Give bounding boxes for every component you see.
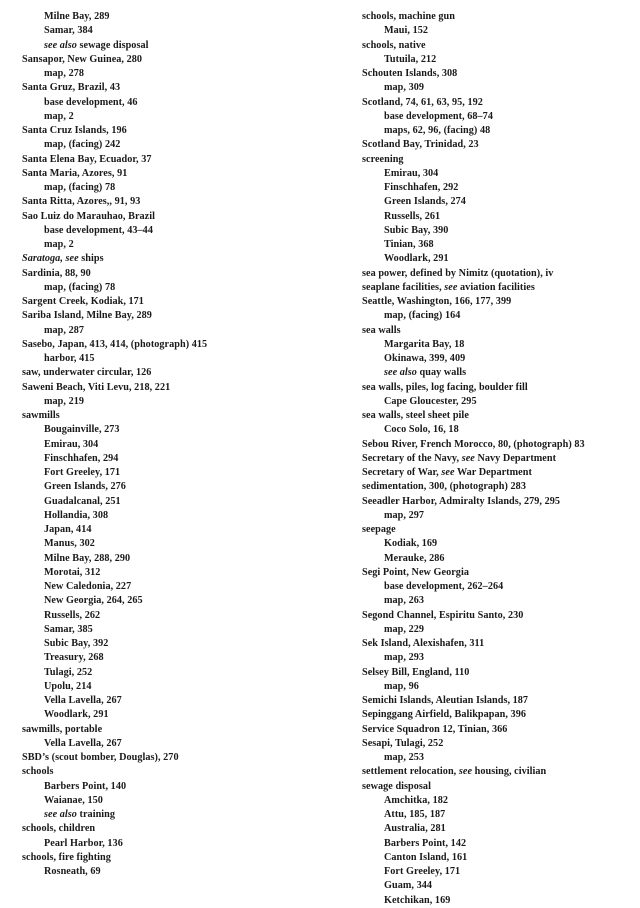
entry-text: map, 309 bbox=[384, 82, 425, 94]
entry-text: Upolu, 214 bbox=[44, 680, 92, 692]
index-subentry bbox=[22, 24, 322, 38]
entry-text: Tinian, 368 bbox=[384, 239, 434, 250]
entry-text: Secretary of the Navy, bbox=[362, 452, 462, 464]
index-subentry bbox=[362, 181, 640, 195]
entry-text: Pearl Harbor, 136 bbox=[44, 837, 123, 849]
entry-text: base development, 68–74 bbox=[384, 110, 493, 122]
index-subentry bbox=[22, 566, 322, 580]
entry-text: Vella Lavella, 267 bbox=[44, 695, 122, 706]
index-subentry bbox=[362, 537, 640, 551]
entry-text: sawmills bbox=[22, 410, 60, 421]
index-subentry bbox=[22, 352, 322, 366]
index-heading bbox=[362, 466, 640, 480]
index-subentry bbox=[22, 281, 322, 295]
index-subentry bbox=[362, 680, 640, 694]
entry-text: schools, native bbox=[362, 39, 426, 51]
entry-text: map, 253 bbox=[384, 752, 425, 763]
entry-text: Okinawa, 399, 409 bbox=[384, 353, 466, 364]
index-subentry bbox=[22, 580, 322, 594]
entry-text: maps, 62, 96, (facing) 48 bbox=[384, 125, 491, 136]
entry-text: Attu, 185, 187 bbox=[384, 809, 446, 820]
entry-text: Seattle, Washington, 166, 177, 399 bbox=[362, 296, 512, 307]
index-subentry bbox=[362, 822, 640, 836]
entry-text: map, (facing) 78 bbox=[44, 281, 116, 293]
index-heading bbox=[22, 751, 322, 765]
entry-text: map, 278 bbox=[44, 68, 85, 79]
entry-text: Scotland, 74, 61, 63, 95, 192 bbox=[362, 96, 483, 108]
index-heading bbox=[22, 723, 322, 737]
index-subentry bbox=[362, 124, 640, 138]
index-subentry bbox=[22, 537, 322, 551]
index-subentry bbox=[362, 651, 640, 665]
entry-text: Margarita Bay, 18 bbox=[384, 338, 465, 350]
index-subentry bbox=[22, 523, 322, 537]
index-subentry bbox=[362, 509, 640, 523]
index-heading bbox=[22, 851, 322, 865]
entry-text: Guadalcanal, 251 bbox=[44, 495, 121, 507]
entry-text: Segond Channel, Espiritu Santo, 230 bbox=[362, 609, 524, 621]
entry-text: Santa Gruz, Brazil, 43 bbox=[22, 82, 121, 94]
entry-text: Fort Greeley, 171 bbox=[384, 866, 461, 877]
index-heading bbox=[22, 822, 322, 836]
index-heading bbox=[22, 295, 322, 309]
index-heading bbox=[362, 780, 640, 794]
entry-text: Sariba Island, Milne Bay, 289 bbox=[22, 310, 152, 322]
index-subentry bbox=[22, 651, 322, 665]
index-subentry bbox=[22, 552, 322, 566]
entry-text: sea walls, piles, log facing, boulder fill bbox=[362, 381, 528, 393]
entry-text: Morotai, 312 bbox=[44, 566, 101, 578]
entry-text: map, 287 bbox=[44, 324, 85, 336]
index-subentry bbox=[22, 495, 322, 509]
entry-text: Canton Island, 161 bbox=[384, 851, 468, 863]
entry-text: Woodlark, 291 bbox=[384, 253, 449, 265]
entry-text: Guam, 344 bbox=[384, 880, 432, 892]
index-heading bbox=[22, 195, 322, 209]
index-heading bbox=[362, 609, 640, 623]
entry-text: Service Squadron 12, Tinian, 366 bbox=[362, 723, 508, 735]
entry-text: Green Islands, 274 bbox=[384, 196, 466, 208]
index-column-right bbox=[362, 10, 640, 908]
index-subentry bbox=[22, 680, 322, 694]
index-heading bbox=[362, 765, 640, 779]
entry-text: Hollandia, 308 bbox=[44, 509, 109, 521]
entry-text: sedimentation, 300, (photograph) 283 bbox=[362, 481, 526, 493]
index-subentry bbox=[362, 865, 640, 879]
index-subentry bbox=[362, 879, 640, 893]
index-heading bbox=[362, 737, 640, 751]
index-subentry bbox=[362, 366, 640, 380]
entry-text: Green Islands, 276 bbox=[44, 481, 126, 493]
entry-text: Finschhafen, 292 bbox=[384, 182, 459, 193]
entry-text: Manus, 302 bbox=[44, 538, 95, 550]
entry-text: Secretary of War, bbox=[362, 467, 442, 478]
entry-text: ships bbox=[78, 253, 104, 265]
entry-text: Santa Ritta, Azores,, 91, 93 bbox=[22, 196, 141, 208]
entry-text: schools bbox=[22, 766, 54, 778]
entry-text: base development, 262–264 bbox=[384, 581, 504, 592]
entry-text: Coco Solo, 16, 18 bbox=[384, 424, 459, 436]
index-subentry bbox=[22, 637, 322, 651]
index-subentry bbox=[22, 509, 322, 523]
index-subentry bbox=[362, 238, 640, 252]
index-subentry bbox=[362, 338, 640, 352]
entry-text: Kodiak, 169 bbox=[384, 538, 438, 550]
index-subentry bbox=[362, 81, 640, 95]
index-heading bbox=[362, 452, 640, 466]
entry-text: Sepinggang Airfield, Balikpapan, 396 bbox=[362, 709, 526, 721]
entry-see-reference: see also bbox=[384, 367, 417, 379]
entry-text: sewage disposal bbox=[362, 780, 431, 792]
entry-see-reference: see also bbox=[44, 39, 77, 51]
index-subentry bbox=[362, 751, 640, 765]
index-heading bbox=[362, 153, 640, 167]
index-heading bbox=[362, 381, 640, 395]
index-heading bbox=[362, 67, 640, 81]
index-heading bbox=[362, 723, 640, 737]
index-heading bbox=[22, 366, 322, 380]
entry-text: Rosneath, 69 bbox=[44, 866, 101, 877]
entry-text: Scotland Bay, Trinidad, 23 bbox=[362, 139, 479, 151]
entry-text: Sardinia, 88, 90 bbox=[22, 267, 91, 279]
entry-see-target: Navy Department bbox=[474, 452, 557, 464]
entry-text: sawmills, portable bbox=[22, 723, 103, 735]
index-subentry bbox=[22, 694, 322, 708]
index-heading bbox=[362, 409, 640, 423]
index-heading bbox=[362, 10, 640, 24]
index-heading bbox=[362, 480, 640, 494]
index-heading bbox=[362, 694, 640, 708]
entry-text: Milne Bay, 288, 290 bbox=[44, 552, 131, 564]
entry-see-target: War Department bbox=[454, 467, 532, 478]
index-heading bbox=[22, 153, 322, 167]
entry-text: Sek Island, Alexishafen, 311 bbox=[362, 638, 485, 649]
index-subentry bbox=[362, 623, 640, 637]
entry-text: saw, underwater circular, 126 bbox=[22, 367, 152, 379]
entry-see-target: aviation facilities bbox=[457, 281, 535, 293]
entry-see-reference: see also bbox=[44, 809, 77, 820]
entry-text: base development, 46 bbox=[44, 96, 138, 108]
entry-text: Subic Bay, 392 bbox=[44, 638, 109, 649]
entry-text: Samar, 385 bbox=[44, 623, 93, 635]
entry-text: Subic Bay, 390 bbox=[384, 224, 449, 236]
index-subentry bbox=[22, 96, 322, 110]
entry-text: Cape Gloucester, 295 bbox=[384, 395, 477, 407]
entry-text: Saweni Beach, Viti Levu, 218, 221 bbox=[22, 381, 171, 393]
index-subentry bbox=[22, 480, 322, 494]
index-subentry bbox=[362, 594, 640, 608]
entry-text: seaplane facilities, bbox=[362, 281, 445, 293]
index-heading bbox=[362, 495, 640, 509]
entry-see-target: housing, civilian bbox=[472, 766, 547, 778]
entry-text: map, (facing) 78 bbox=[44, 182, 116, 193]
entry-text: screening bbox=[362, 153, 404, 165]
entry-text: Woodlark, 291 bbox=[44, 709, 109, 721]
entry-text: Vella Lavella, 267 bbox=[44, 737, 122, 749]
index-heading bbox=[362, 267, 640, 281]
index-heading bbox=[362, 138, 640, 152]
index-subentry bbox=[362, 110, 640, 124]
entry-text: Milne Bay, 289 bbox=[44, 11, 110, 22]
entry-text: map, 2 bbox=[44, 239, 74, 250]
index-subentry bbox=[362, 24, 640, 38]
index-subentry bbox=[22, 594, 322, 608]
entry-text: Ketchikan, 169 bbox=[384, 894, 451, 906]
entry-text: Australia, 281 bbox=[384, 823, 446, 835]
entry-text: Santa Maria, Azores, 91 bbox=[22, 167, 128, 179]
entry-text: settlement relocation, bbox=[362, 766, 459, 778]
entry-text: SBD’s (scout bomber, Douglas), 270 bbox=[22, 752, 179, 763]
entry-text: schools, fire fighting bbox=[22, 851, 111, 863]
index-heading bbox=[22, 252, 322, 266]
index-subentry bbox=[362, 808, 640, 822]
index-subentry bbox=[362, 580, 640, 594]
entry-text: training bbox=[76, 809, 116, 820]
index-subentry bbox=[362, 252, 640, 266]
entry-see-reference: see bbox=[461, 452, 475, 464]
entry-text: Sao Luiz do Marauhao, Brazil bbox=[22, 210, 155, 222]
entry-text: map, 293 bbox=[384, 652, 425, 664]
index-heading bbox=[22, 167, 322, 181]
index-heading bbox=[22, 267, 322, 281]
entry-text: Merauke, 286 bbox=[384, 552, 445, 564]
index-subentry bbox=[22, 808, 322, 822]
entry-text: Emirau, 304 bbox=[384, 167, 439, 179]
index-heading bbox=[22, 381, 322, 395]
entry-text: Japan, 414 bbox=[44, 524, 92, 535]
entry-text: Santa Cruz Islands, 196 bbox=[22, 125, 127, 136]
entry-text: Sasebo, Japan, 413, 414, (photograph) 415 bbox=[22, 338, 208, 350]
entry-text: schools, machine gun bbox=[362, 11, 455, 22]
entry-text: Sesapi, Tulagi, 252 bbox=[362, 737, 444, 749]
index-subentry bbox=[22, 438, 322, 452]
index-subentry bbox=[362, 837, 640, 851]
entry-text: map, 297 bbox=[384, 509, 425, 521]
index-subentry bbox=[22, 466, 322, 480]
index-subentry bbox=[362, 395, 640, 409]
index-subentry bbox=[362, 352, 640, 366]
entry-text: Barbers Point, 140 bbox=[44, 780, 127, 792]
index-heading bbox=[22, 124, 322, 138]
index-heading bbox=[22, 81, 322, 95]
entry-text: sea power, defined by Nimitz (quotation), iv bbox=[362, 267, 554, 279]
index-subentry bbox=[22, 452, 322, 466]
index-subentry bbox=[22, 67, 322, 81]
index-subentry bbox=[22, 110, 322, 124]
entry-text: Bougainville, 273 bbox=[44, 424, 120, 436]
index-subentry bbox=[22, 737, 322, 751]
index-subentry bbox=[362, 552, 640, 566]
entry-text: Sebou River, French Morocco, 80, (photograph) 83 bbox=[362, 438, 585, 450]
entry-text: map, 2 bbox=[44, 110, 74, 122]
index-heading bbox=[22, 765, 322, 779]
entry-text: Santa Elena Bay, Ecuador, 37 bbox=[22, 153, 152, 165]
entry-see-reference: see bbox=[444, 281, 458, 293]
index-subentry bbox=[22, 623, 322, 637]
entry-text: Seeadler Harbor, Admiralty Islands, 279, 295 bbox=[362, 495, 561, 507]
entry-text: Treasury, 268 bbox=[44, 652, 104, 664]
index-subentry bbox=[362, 53, 640, 67]
index-subentry bbox=[362, 894, 640, 908]
entry-text: sewage disposal bbox=[76, 39, 149, 51]
index-subentry bbox=[22, 181, 322, 195]
index-subentry bbox=[362, 794, 640, 808]
entry-text: Sargent Creek, Kodiak, 171 bbox=[22, 296, 144, 307]
entry-text: Samar, 384 bbox=[44, 25, 93, 37]
entry-text: Waianae, 150 bbox=[44, 794, 103, 806]
index-subentry bbox=[362, 210, 640, 224]
index-subentry bbox=[22, 10, 322, 24]
index-subentry bbox=[22, 395, 322, 409]
index-heading bbox=[362, 438, 640, 452]
entry-text: map, 229 bbox=[384, 623, 425, 635]
index-subentry bbox=[362, 224, 640, 238]
entry-text: map, 219 bbox=[44, 395, 85, 407]
entry-text: Russells, 262 bbox=[44, 609, 101, 621]
entry-text: Tulagi, 252 bbox=[44, 666, 93, 678]
entry-see-reference: Saratoga, see bbox=[22, 253, 79, 265]
entry-text: base development, 43–44 bbox=[44, 224, 153, 236]
entry-text: map, 263 bbox=[384, 595, 425, 607]
index-subentry bbox=[22, 324, 322, 338]
index-heading bbox=[362, 295, 640, 309]
index-subentry bbox=[22, 794, 322, 808]
entry-text: quay walls bbox=[416, 367, 467, 379]
entry-see-reference: see bbox=[458, 766, 473, 778]
index-subentry bbox=[362, 167, 640, 181]
index-subentry bbox=[22, 837, 322, 851]
entry-text: harbor, 415 bbox=[44, 353, 95, 364]
entry-text: Emirau, 304 bbox=[44, 438, 99, 450]
index-subentry bbox=[22, 865, 322, 879]
entry-text: New Caledonia, 227 bbox=[44, 581, 132, 592]
index-subentry bbox=[22, 666, 322, 680]
entry-text: schools, children bbox=[22, 823, 96, 835]
index-heading bbox=[22, 53, 322, 67]
index-heading bbox=[362, 566, 640, 580]
index-subentry bbox=[22, 708, 322, 722]
entry-text: Russells, 261 bbox=[384, 210, 441, 222]
index-heading bbox=[362, 281, 640, 295]
index-heading bbox=[362, 708, 640, 722]
index-subentry bbox=[22, 609, 322, 623]
index-heading bbox=[362, 96, 640, 110]
entry-text: Fort Greeley, 171 bbox=[44, 467, 121, 478]
entry-text: Maui, 152 bbox=[384, 25, 429, 37]
entry-text: Sansapor, New Guinea, 280 bbox=[22, 53, 143, 65]
entry-text: Selsey Bill, England, 110 bbox=[362, 666, 470, 678]
entry-see-reference: see bbox=[441, 467, 455, 478]
index-subentry bbox=[22, 423, 322, 437]
entry-text: map, 96 bbox=[384, 680, 419, 692]
index-subentry bbox=[362, 851, 640, 865]
index-subentry bbox=[22, 224, 322, 238]
entry-text: Segi Point, New Georgia bbox=[362, 566, 469, 578]
index-subentry bbox=[22, 39, 322, 53]
index-column-left bbox=[22, 10, 322, 879]
entry-text: Amchitka, 182 bbox=[384, 794, 449, 806]
entry-text: New Georgia, 264, 265 bbox=[44, 595, 143, 607]
index-subentry bbox=[22, 138, 322, 152]
index-heading bbox=[362, 666, 640, 680]
index-subentry bbox=[22, 780, 322, 794]
index-subentry bbox=[362, 423, 640, 437]
entry-text: sea walls, steel sheet pile bbox=[362, 410, 469, 421]
index-subentry bbox=[362, 309, 640, 323]
index-heading bbox=[22, 309, 322, 323]
index-heading bbox=[362, 523, 640, 537]
entry-text: map, (facing) 242 bbox=[44, 139, 121, 151]
index-subentry bbox=[22, 238, 322, 252]
entry-text: seepage bbox=[362, 524, 396, 535]
index-subentry bbox=[362, 195, 640, 209]
index-heading bbox=[22, 210, 322, 224]
entry-text: Schouten Islands, 308 bbox=[362, 68, 458, 79]
index-heading bbox=[22, 409, 322, 423]
index-heading bbox=[362, 637, 640, 651]
index-heading bbox=[22, 338, 322, 352]
entry-text: map, (facing) 164 bbox=[384, 310, 461, 322]
entry-text: Semichi Islands, Aleutian Islands, 187 bbox=[362, 695, 529, 706]
entry-text: Tutuila, 212 bbox=[384, 53, 437, 65]
entry-text: sea walls bbox=[362, 324, 401, 336]
entry-text: Barbers Point, 142 bbox=[384, 837, 467, 849]
entry-text: Finschhafen, 294 bbox=[44, 452, 119, 464]
index-heading bbox=[362, 39, 640, 53]
index-heading bbox=[362, 324, 640, 338]
